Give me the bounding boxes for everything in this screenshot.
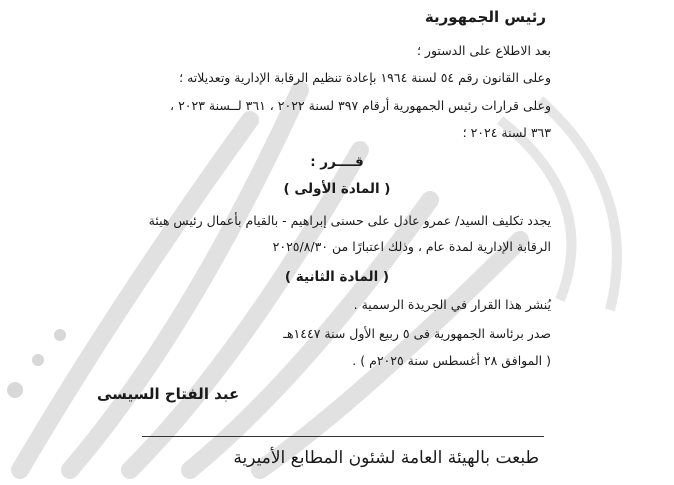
article-2-title: ( المادة الثانية ) bbox=[284, 269, 390, 285]
page-heading: رئيس الجمهورية bbox=[424, 8, 546, 26]
footer-divider bbox=[142, 436, 544, 437]
article-1-title: ( المادة الأولى ) bbox=[283, 181, 391, 197]
issued-line-2: ( الموافق ٢٨ أغسطس سنة ٢٠٢٥م ) . bbox=[352, 353, 551, 368]
decree-word: قــــرر : bbox=[310, 154, 364, 170]
printer-credit: طبعت بالهيئة العامة لشئون المطابع الأميرية bbox=[233, 448, 539, 468]
preamble-line-2: وعلى القانون رقم ٥٤ لسنة ١٩٦٤ بإعادة تنظيم الرقابة الإدارية وتعديلاته ؛ bbox=[179, 70, 551, 85]
issued-line-1: صدر برئاسة الجمهورية فى ٥ ربيع الأول سنة ١٤٤٧هـ bbox=[283, 326, 551, 341]
article-2-line-1: يُنشر هذا القرار في الجريدة الرسمية . bbox=[353, 297, 551, 312]
preamble-line-4: ٣٦٣ لسنة ٢٠٢٤ ؛ bbox=[462, 125, 551, 140]
preamble-line-3: وعلى قرارات رئيس الجمهورية أرقام ٣٩٧ لسنة ٢٠٢٢ ، ٣٦١ لــسنة ٢٠٢٣ ، bbox=[170, 98, 551, 113]
article-1-line-2: الرقابة الإدارية لمدة عام ، وذلك اعتبارًا من ٢٠٢٥/٨/٣٠ bbox=[272, 239, 551, 254]
article-1-line-1: يجدد تكليف السيد/ عمرو عادل على حسنى إبراهيم - بالقيام بأعمال رئيس هيئة bbox=[148, 213, 551, 228]
preamble-line-1: بعد الاطلاع على الدستور ؛ bbox=[416, 43, 551, 58]
signature: عبد الفتاح السيسى bbox=[97, 385, 240, 403]
